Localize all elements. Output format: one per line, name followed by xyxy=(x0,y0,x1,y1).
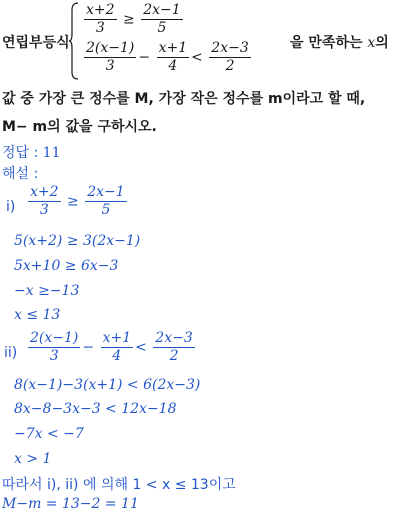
case2-step-2: 8x−8−3x−3 < 12x−18 xyxy=(14,401,177,417)
answer-row xyxy=(2,142,61,162)
problem-line-4: M− m의 값을 구하시오. xyxy=(2,119,157,135)
problem-line-3: 값 중 가장 큰 정수를 M, 가장 작은 정수를 m이라고 할 때, xyxy=(2,91,366,107)
system-line-2: $\frac{2(x-1)}{3}$ − $\frac{x+1}{4}$ < $\frac{2x-3}{2}$ xyxy=(86,40,249,74)
case2-step-1: 8(x−1)−3(x+1) < 6(2x−3) xyxy=(14,377,201,393)
case1-label: i) xyxy=(6,199,16,215)
case2-label: ii) xyxy=(4,345,18,361)
case1-step-1: 5(x+2) ≥ 3(2x−1) xyxy=(14,233,141,249)
case1-step-2: 5x+10 ≥ 6x−3 xyxy=(14,258,119,274)
solution-heading: 해설 : xyxy=(2,166,39,182)
case2-step-4: x > 1 xyxy=(14,451,52,467)
problem-label: 연립부등식 xyxy=(2,35,70,51)
case2-inequality: $\frac{2(x-1)}{3}$ − $\frac{x+1}{4}$ < $\frac{2x-3}{2}$ xyxy=(30,330,193,364)
system-line-1: $\frac{x+2}{3}$ ≥ $\frac{2x-1}{5}$ xyxy=(86,2,181,36)
final-result: M−m = 13−2 = 11 xyxy=(2,496,139,512)
case1-inequality: $\frac{x+2}{3}$ ≥ $\frac{2x-1}{5}$ xyxy=(30,184,125,218)
case2-step-3: −7x < −7 xyxy=(14,426,84,442)
answer-label: 정답 : xyxy=(2,145,39,161)
case1-step-4: x ≤ 13 xyxy=(14,307,61,323)
answer-value: 11 xyxy=(42,145,61,161)
brace-icon xyxy=(69,2,79,80)
conclusion: 따라서 i), ii) 에 의해 1 < x ≤ 13이고 xyxy=(2,477,236,493)
problem-tail: 을 만족하는 x의 xyxy=(290,35,389,51)
case1-step-3: −x ≥−13 xyxy=(14,283,80,299)
